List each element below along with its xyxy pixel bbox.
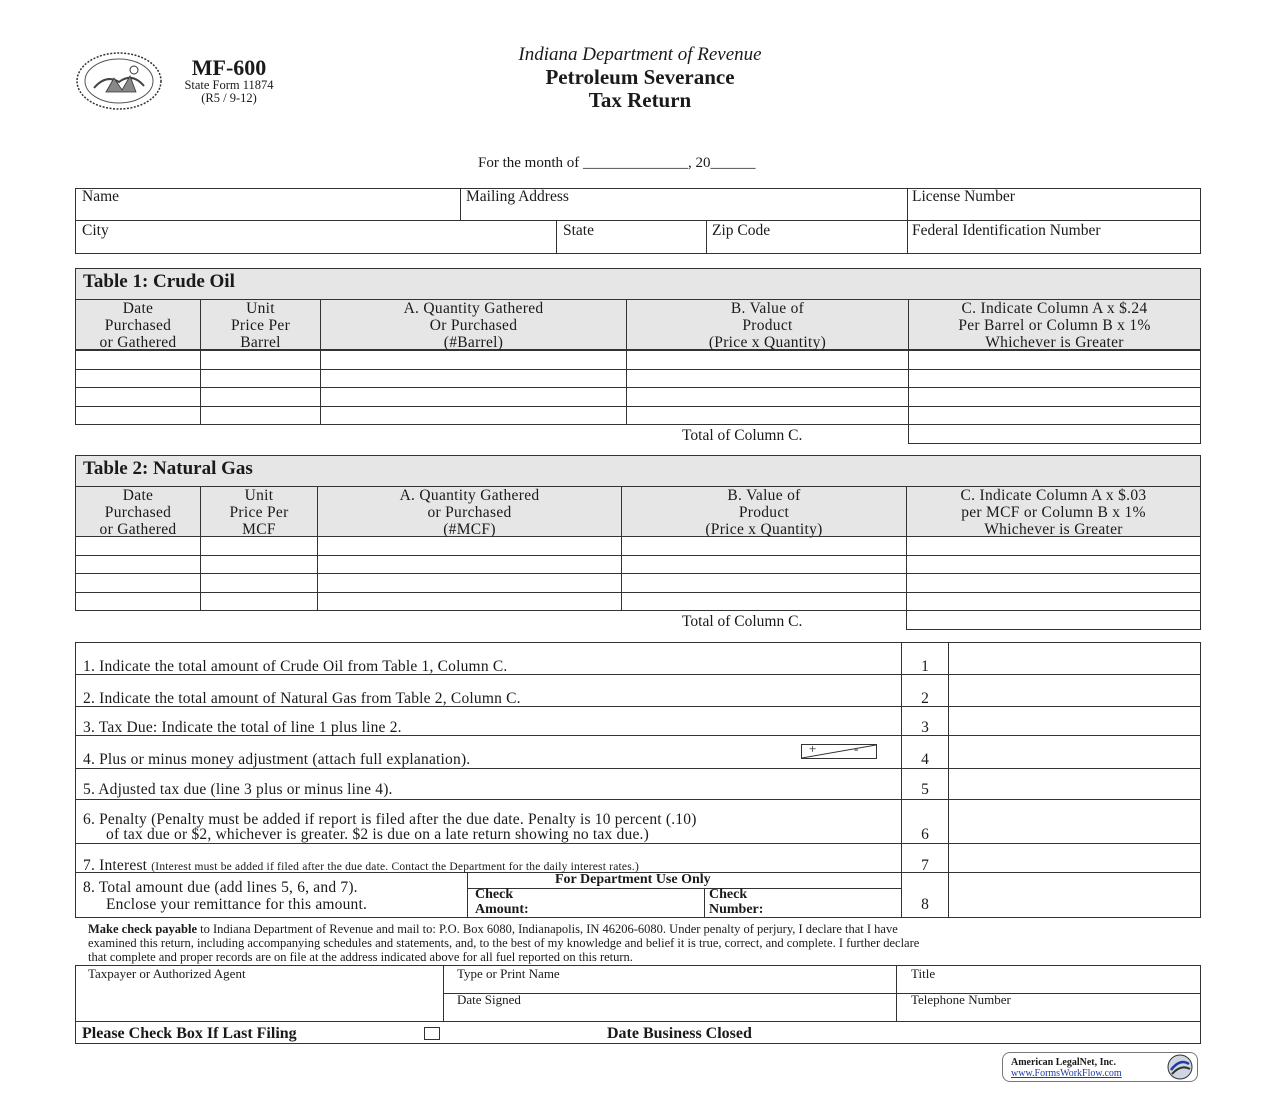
- table1-cell-row3-col3[interactable]: [320, 387, 627, 407]
- table1-cell-row1-col2[interactable]: [200, 350, 321, 370]
- line2-label: 2. Indicate the total amount of Natural Gas from Table 2, Column C.: [83, 690, 521, 707]
- table2-cell-row4-col4[interactable]: [621, 592, 907, 612]
- state-form-number: State Form 11874: [184, 78, 274, 93]
- reporting-month-field[interactable]: For the month of ______________, 20______: [478, 155, 756, 171]
- table2-cell-row2-col5[interactable]: [906, 555, 1201, 575]
- check-number-field[interactable]: Check Number:: [709, 887, 764, 917]
- table2-cell-row2-col3[interactable]: [317, 555, 622, 575]
- plus-sign: +: [809, 741, 817, 756]
- table2-cell-row4-col3[interactable]: [317, 592, 622, 612]
- form-revision: (R5 / 9-12): [201, 91, 257, 106]
- indiana-state-seal: [76, 52, 162, 110]
- plus-minus-box[interactable]: [801, 741, 877, 759]
- table1-cell-row1-col4[interactable]: [626, 350, 909, 370]
- line-number-1: 1: [921, 658, 929, 675]
- print-name-field[interactable]: Type or Print Name: [457, 966, 560, 981]
- telephone-field[interactable]: Telephone Number: [911, 992, 1011, 1007]
- table1-col-quantity: A. Quantity Gathered Or Purchased (#Barrel): [320, 299, 627, 350]
- table2-col-value: B. Value of Product (Price x Quantity): [621, 486, 907, 537]
- table1-cell-row3-col1[interactable]: [75, 387, 201, 407]
- zip-code-field[interactable]: Zip Code: [712, 222, 771, 239]
- line-number-5: 5: [921, 781, 929, 798]
- last-filing-label: Please Check Box If Last Filing: [82, 1025, 297, 1042]
- table1-title: Table 1: Crude Oil: [75, 268, 1201, 300]
- check-amount-field[interactable]: Check Amount:: [475, 887, 529, 917]
- table1-cell-row4-col5[interactable]: [908, 406, 1201, 426]
- table2-col-date: Date Purchased or Gathered: [75, 486, 201, 537]
- taxpayer-info-box: [75, 188, 1201, 254]
- city-field[interactable]: City: [82, 222, 109, 239]
- table2-cell-row3-col5[interactable]: [906, 573, 1201, 593]
- american-legalnet-logo: [1002, 1052, 1198, 1082]
- line4-amount[interactable]: [949, 736, 1200, 768]
- table2-title: Table 2: Natural Gas: [75, 455, 1201, 487]
- table1-cell-row4-col4[interactable]: [626, 406, 909, 426]
- line8-amount[interactable]: [949, 873, 1200, 917]
- table1-cell-row1-col1[interactable]: [75, 350, 201, 370]
- line3-amount[interactable]: [949, 707, 1200, 735]
- table2-cell-row4-col1[interactable]: [75, 592, 201, 612]
- table1-cell-row4-col1[interactable]: [75, 406, 201, 426]
- line2-amount[interactable]: [949, 675, 1200, 706]
- line1-label: 1. Indicate the total amount of Crude Oil from Table 1, Column C.: [83, 658, 508, 675]
- table2-cell-row1-col5[interactable]: [906, 536, 1201, 556]
- table1-cell-row3-col5[interactable]: [908, 387, 1201, 407]
- line7-label: 7. Interest (Interest must be added if filed after the due date. Contact the Department for the daily interest rates.): [83, 857, 639, 874]
- table2-cell-row3-col1[interactable]: [75, 573, 201, 593]
- table2-col-unit-price: Unit Price Per MCF: [200, 486, 318, 537]
- mailing-address-field[interactable]: Mailing Address: [466, 188, 569, 205]
- date-signed-field[interactable]: Date Signed: [457, 992, 521, 1007]
- fein-field[interactable]: Federal Identification Number: [912, 222, 1101, 239]
- table1-total-label: Total of Column C.: [682, 427, 803, 444]
- table2-cell-row3-col4[interactable]: [621, 573, 907, 593]
- table1-col-tax: C. Indicate Column A x $.24 Per Barrel or Column B x 1% Whichever is Greater: [908, 299, 1201, 350]
- table1-cell-row4-col3[interactable]: [320, 406, 627, 426]
- agency-name: Indiana Department of Revenue: [518, 44, 762, 65]
- line5-amount[interactable]: [949, 769, 1200, 799]
- table2-col-tax: C. Indicate Column A x $.03 per MCF or Column B x 1% Whichever is Greater: [906, 486, 1201, 537]
- table1-cell-row3-col4[interactable]: [626, 387, 909, 407]
- company-url-link[interactable]: www.FormsWorkFlow.com: [1011, 1068, 1122, 1079]
- line6-amount[interactable]: [949, 800, 1200, 843]
- table1-cell-row2-col1[interactable]: [75, 369, 201, 389]
- form-identifier: [165, 56, 293, 105]
- table2-total-label: Total of Column C.: [682, 613, 803, 630]
- line1-amount[interactable]: [949, 643, 1200, 674]
- table1-total-cell[interactable]: [908, 424, 1201, 444]
- table2-cell-row3-col3[interactable]: [317, 573, 622, 593]
- table1-col-unit-price: Unit Price Per Barrel: [200, 299, 321, 350]
- table1-col-date: Date Purchased or Gathered: [75, 299, 201, 350]
- table1-col-value: B. Value of Product (Price x Quantity): [626, 299, 909, 350]
- table2-cell-row2-col4[interactable]: [621, 555, 907, 575]
- table2-cell-row2-col2[interactable]: [200, 555, 318, 575]
- table1-cell-row1-col3[interactable]: [320, 350, 627, 370]
- table2-cell-row3-col2[interactable]: [200, 573, 318, 593]
- line4-label: 4. Plus or minus money adjustment (attach full explanation).: [83, 751, 471, 768]
- table1-cell-row1-col5[interactable]: [908, 350, 1201, 370]
- table1-cell-row2-col3[interactable]: [320, 369, 627, 389]
- license-number-field[interactable]: License Number: [912, 188, 1015, 205]
- line8-label-cont: Enclose your remittance for this amount.: [106, 896, 368, 913]
- table2-cell-row1-col1[interactable]: [75, 536, 201, 556]
- line-number-3: 3: [921, 719, 929, 736]
- line7-amount[interactable]: [949, 844, 1200, 872]
- form-title-line2: Tax Return: [588, 88, 692, 113]
- form-title-block: [440, 44, 840, 112]
- form-title-line1: Petroleum Severance: [545, 65, 735, 89]
- table1-cell-row2-col2[interactable]: [200, 369, 321, 389]
- line8-label: 8. Total amount due (add lines 5, 6, and 7).: [83, 879, 358, 896]
- minus-sign: -: [854, 741, 859, 756]
- table2-cell-row1-col4[interactable]: [621, 536, 907, 556]
- line-number-7: 7: [921, 857, 929, 874]
- table2-col-quantity: A. Quantity Gathered or Purchased (#MCF): [317, 486, 622, 537]
- table2-cell-row2-col1[interactable]: [75, 555, 201, 575]
- table2-cell-row1-col3[interactable]: [317, 536, 622, 556]
- line3-label: 3. Tax Due: Indicate the total of line 1 plus line 2.: [83, 719, 402, 736]
- line-number-6: 6: [921, 826, 929, 843]
- date-business-closed-field[interactable]: Date Business Closed: [607, 1025, 752, 1042]
- table1-cell-row4-col2[interactable]: [200, 406, 321, 426]
- globe-icon: [1167, 1054, 1193, 1080]
- line6-label-cont: of tax due or $2, whichever is greater. $2 is due on a late return showing no tax due.): [106, 826, 649, 843]
- table2-cell-row4-col2[interactable]: [200, 592, 318, 612]
- state-field[interactable]: State: [563, 222, 594, 239]
- line-number-4: 4: [921, 751, 929, 768]
- table2-cell-row1-col2[interactable]: [200, 536, 318, 556]
- line6-label: 6. Penalty (Penalty must be added if report is filed after the due date. Penalty is 10 percent (.10): [83, 811, 697, 828]
- last-filing-checkbox[interactable]: [424, 1027, 440, 1040]
- table2-cell-row4-col5[interactable]: [906, 592, 1201, 612]
- title-field[interactable]: Title: [911, 966, 936, 981]
- line5-label: 5. Adjusted tax due (line 3 plus or minus line 4).: [83, 781, 393, 798]
- dept-use-heading: For Department Use Only: [555, 872, 711, 887]
- table1-cell-row2-col5[interactable]: [908, 369, 1201, 389]
- authorized-agent-field[interactable]: Taxpayer or Authorized Agent: [88, 966, 246, 981]
- line-number-2: 2: [921, 690, 929, 707]
- company-name: American LegalNet, Inc.: [1011, 1057, 1116, 1068]
- table1-cell-row2-col4[interactable]: [626, 369, 909, 389]
- line-number-8: 8: [921, 896, 929, 913]
- form-number: MF-600: [191, 55, 267, 80]
- table1-cell-row3-col2[interactable]: [200, 387, 321, 407]
- table2-total-cell[interactable]: [906, 610, 1201, 630]
- name-field[interactable]: Name: [82, 188, 120, 205]
- declaration-text: Make check payable to Indiana Department of Revenue and mail to: P.O. Box 6080, Indianapolis, IN 46206-6080. Under penalty of perjury, I declare that I have examined this return, including accompanying schedules and statements, and, to the best of my knowledge and belief it is true, correct, and complete. I further declare that complete and proper records are on file at the address indicated above for all fuel reported on this return.: [88, 922, 920, 964]
